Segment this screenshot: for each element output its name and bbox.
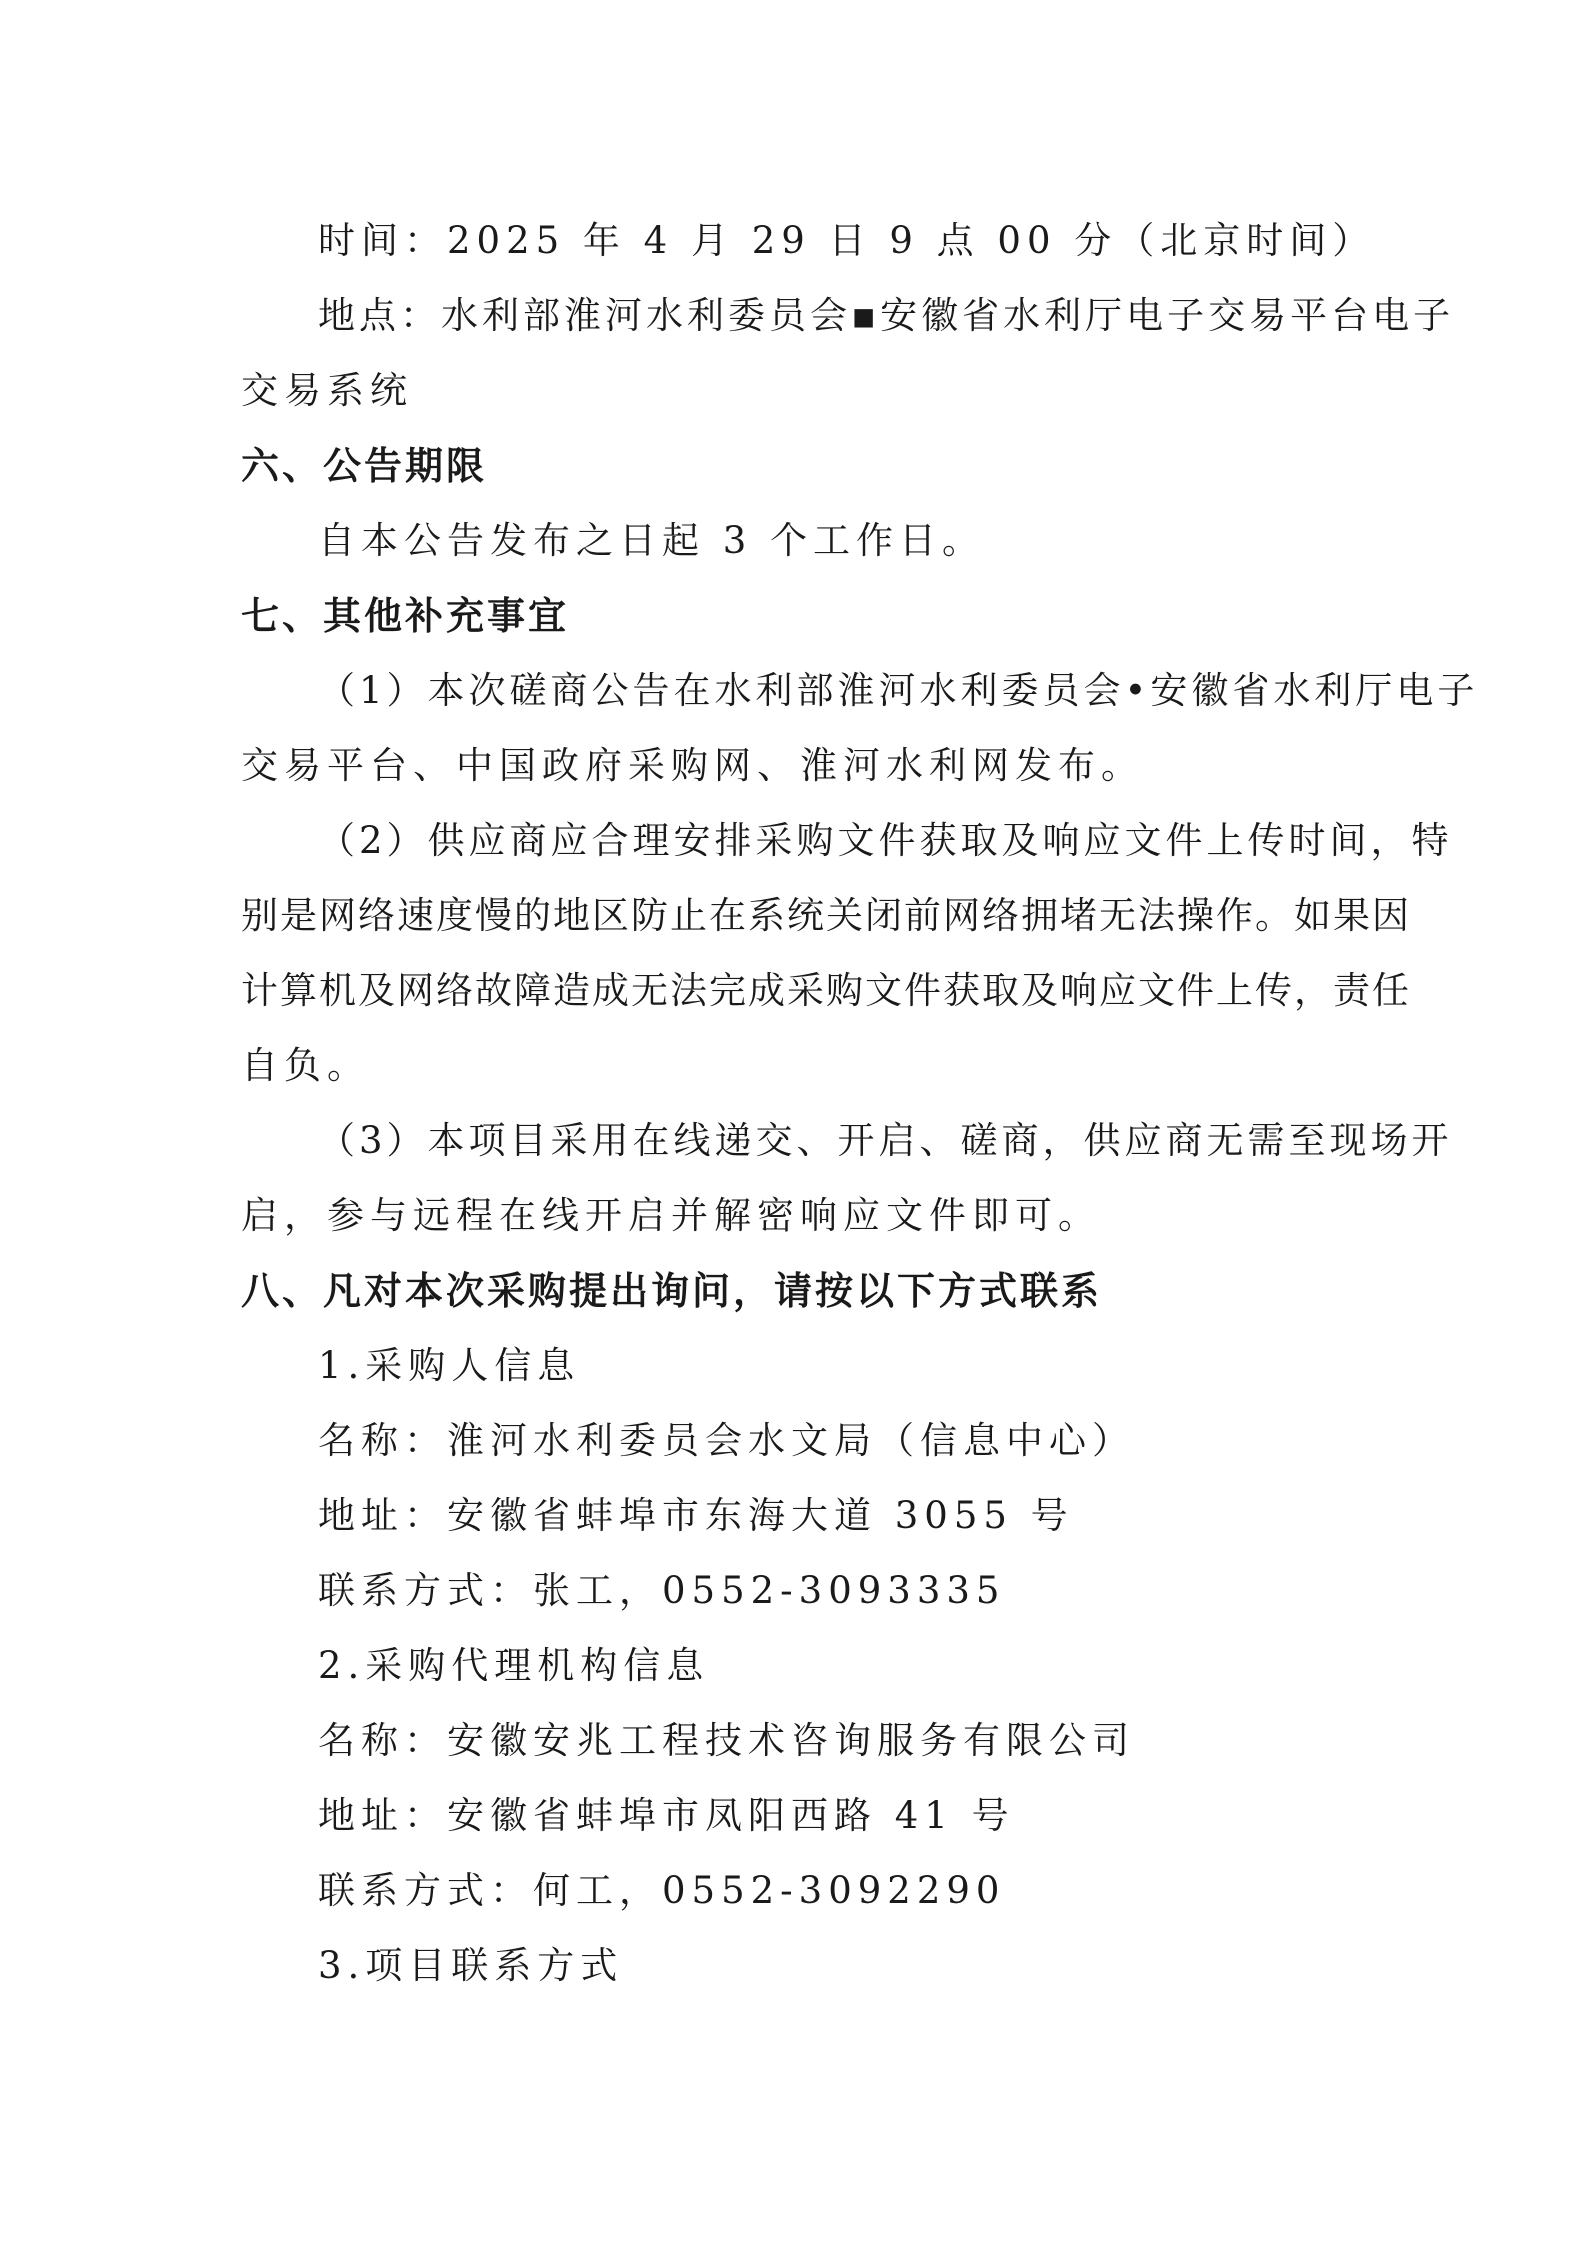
opening-time: 时间：2025 年 4 月 29 日 9 点 00 分（北京时间） [318, 219, 1376, 262]
item-2-line-2: 别是网络速度慢的地区防止在系统关闭前网络拥堵无法操作。如果因 [241, 894, 1411, 937]
purchaser-name: 名称：淮河水利委员会水文局（信息中心） [318, 1419, 1135, 1462]
purchaser-info-title: 1.采购人信息 [318, 1344, 581, 1387]
item-2-line-4: 自负。 [241, 1044, 370, 1087]
agency-info-title: 2.采购代理机构信息 [318, 1644, 710, 1687]
agency-address: 地址：安徽省蚌埠市凤阳西路 41 号 [318, 1794, 1015, 1837]
item-2-line-3: 计算机及网络故障造成无法完成采购文件获取及响应文件上传，责任 [241, 969, 1411, 1012]
opening-place-line-2: 交易系统 [241, 369, 413, 412]
section-8-heading: 八、凡对本次采购提出询问，请按以下方式联系 [241, 1269, 1103, 1313]
project-contact-title: 3.项目联系方式 [318, 1944, 624, 1987]
section-6-heading: 六、公告期限 [241, 444, 488, 488]
section-7-heading: 七、其他补充事宜 [241, 594, 570, 638]
purchaser-address: 地址：安徽省蚌埠市东海大道 3055 号 [318, 1494, 1074, 1537]
agency-name: 名称：安徽安兆工程技术咨询服务有限公司 [318, 1719, 1135, 1762]
agency-contact: 联系方式：何工，0552-3092290 [318, 1869, 1006, 1912]
item-1-line-2: 交易平台、中国政府采购网、淮河水利网发布。 [241, 744, 1144, 787]
opening-place-line-1: 地点：水利部淮河水利委员会▪安徽省水利厅电子交易平台电子 [318, 294, 1455, 337]
announcement-period: 自本公告发布之日起 3 个工作日。 [318, 519, 986, 562]
item-3-line-1: （3）本项目采用在线递交、开启、磋商，供应商无需至现场开 [318, 1119, 1453, 1162]
item-1-line-1: （1）本次磋商公告在水利部淮河水利委员会•安徽省水利厅电子 [318, 669, 1479, 712]
item-3-line-2: 启，参与远程在线开启并解密响应文件即可。 [241, 1194, 1101, 1237]
purchaser-contact: 联系方式：张工，0552-3093335 [318, 1569, 1006, 1612]
item-2-line-1: （2）供应商应合理安排采购文件获取及响应文件上传时间，特 [318, 819, 1453, 862]
